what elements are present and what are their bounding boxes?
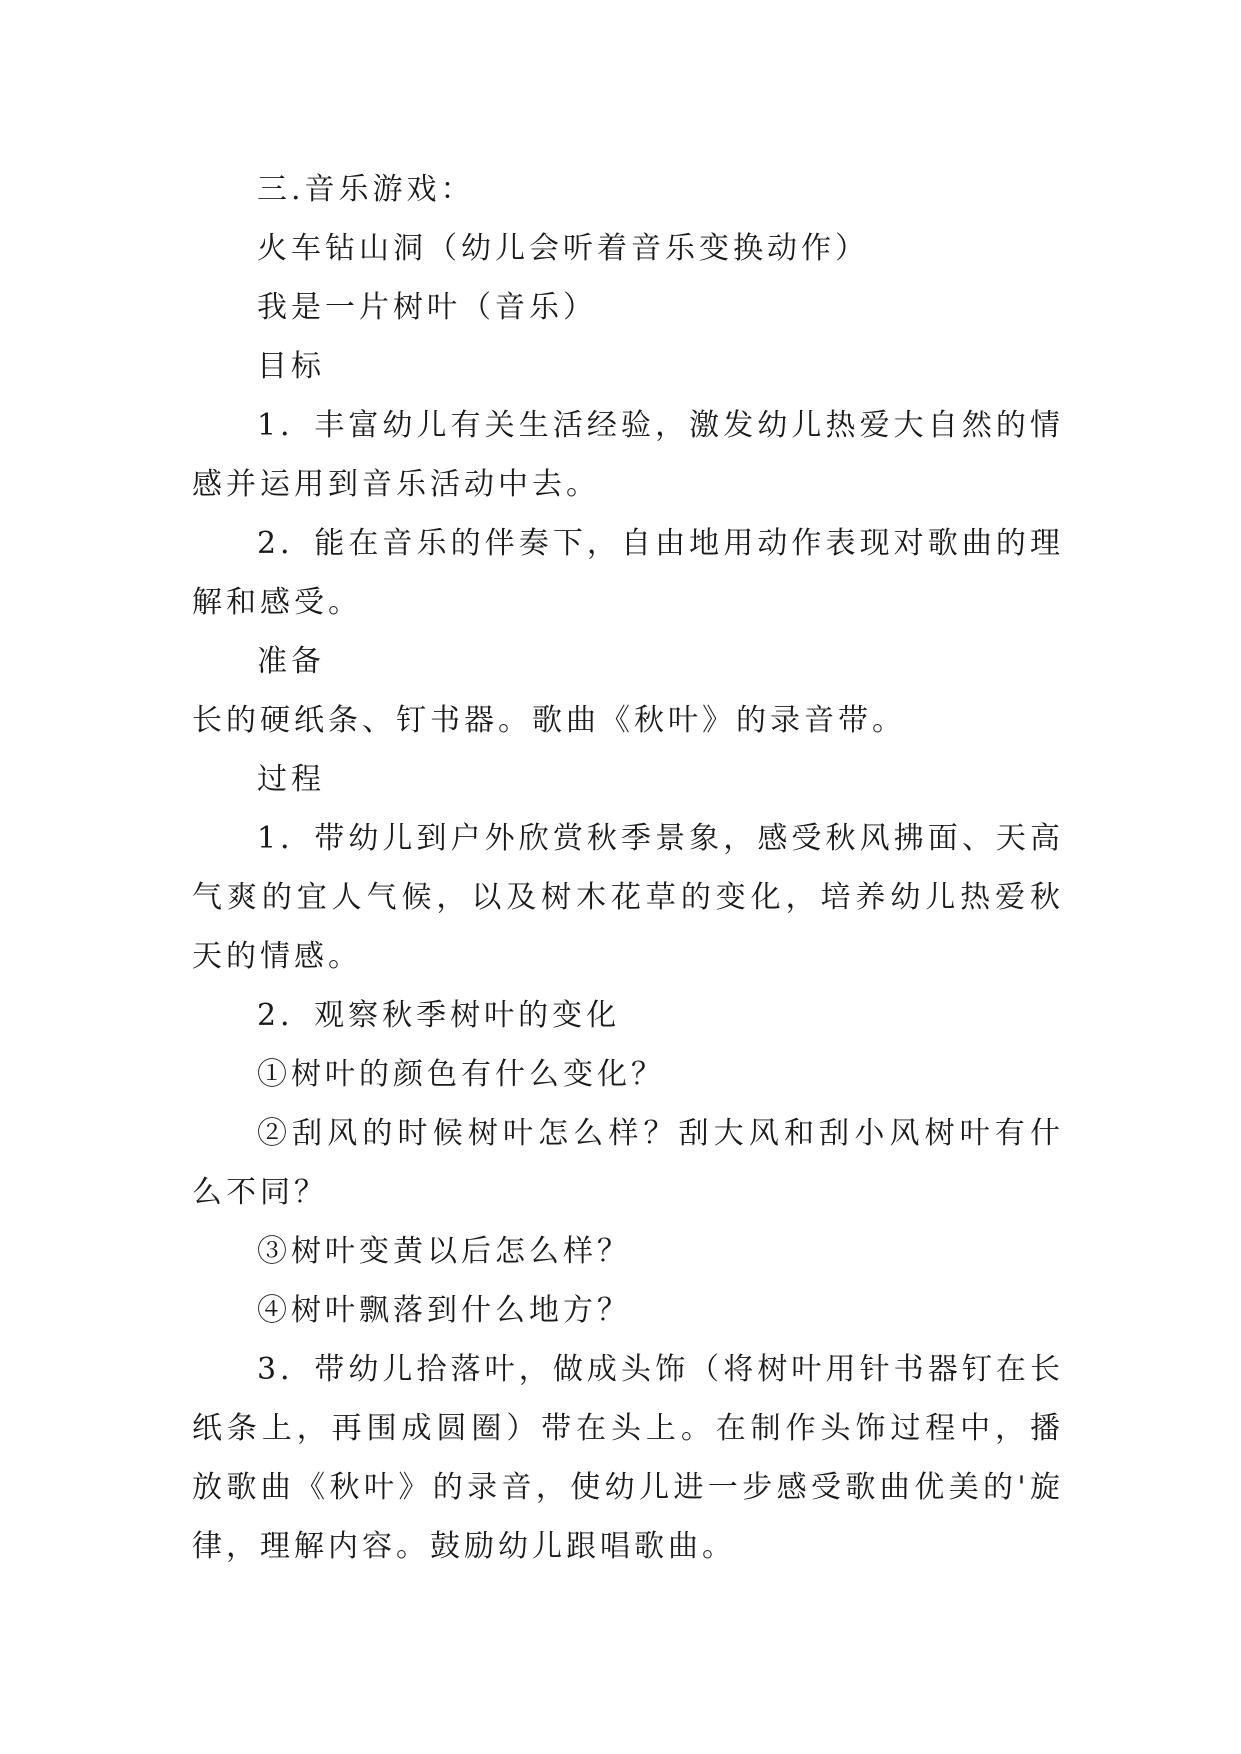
- goal-item-2: 2．能在音乐的伴奏下，自由地用动作表现对歌曲的理解和感受。: [192, 526, 1064, 620]
- activity-title: 我是一片树叶（音乐）: [257, 290, 597, 325]
- process-step-3: 3．带幼儿拾落叶，做成头饰（将树叶用针书器钉在长纸条上，再围成圆圈）带在头上。在制作头饰过程中，播放歌曲《秋叶》的录音，使幼儿进一步感受歌曲优美的'旋律，理解内容。鼓励幼儿跟唱歌曲。: [192, 1352, 1064, 1564]
- preparation-text: 长的硬纸条、钉书器。歌曲《秋叶》的录音带。: [192, 703, 906, 738]
- document-body: [192, 160, 1064, 1576]
- heading-preparation: 准备: [257, 644, 325, 679]
- process-step-2: 2．观察秋季树叶的变化: [257, 998, 621, 1033]
- question-1: ①树叶的颜色有什么变化？: [257, 1057, 665, 1092]
- process-step-1: 1．带幼儿到户外欣赏秋季景象，感受秋风拂面、天高气爽的宜人气候，以及树木花草的变化，培养幼儿热爱秋天的情感。: [192, 821, 1064, 974]
- game-item-train-tunnel: 火车钻山洞（幼儿会听着音乐变换动作）: [257, 231, 869, 266]
- question-4: ④树叶飘落到什么地方？: [257, 1293, 631, 1328]
- section-heading-music-game: 三.音乐游戏：: [257, 172, 475, 207]
- heading-process: 过程: [257, 762, 325, 797]
- question-2: ②刮风的时候树叶怎么样？刮大风和刮小风树叶有什么不同？: [192, 1116, 1064, 1210]
- heading-goals: 目标: [257, 349, 325, 384]
- goal-item-1: 1．丰富幼儿有关生活经验，激发幼儿热爱大自然的情感并运用到音乐活动中去。: [192, 408, 1064, 502]
- question-3: ③树叶变黄以后怎么样？: [257, 1234, 631, 1269]
